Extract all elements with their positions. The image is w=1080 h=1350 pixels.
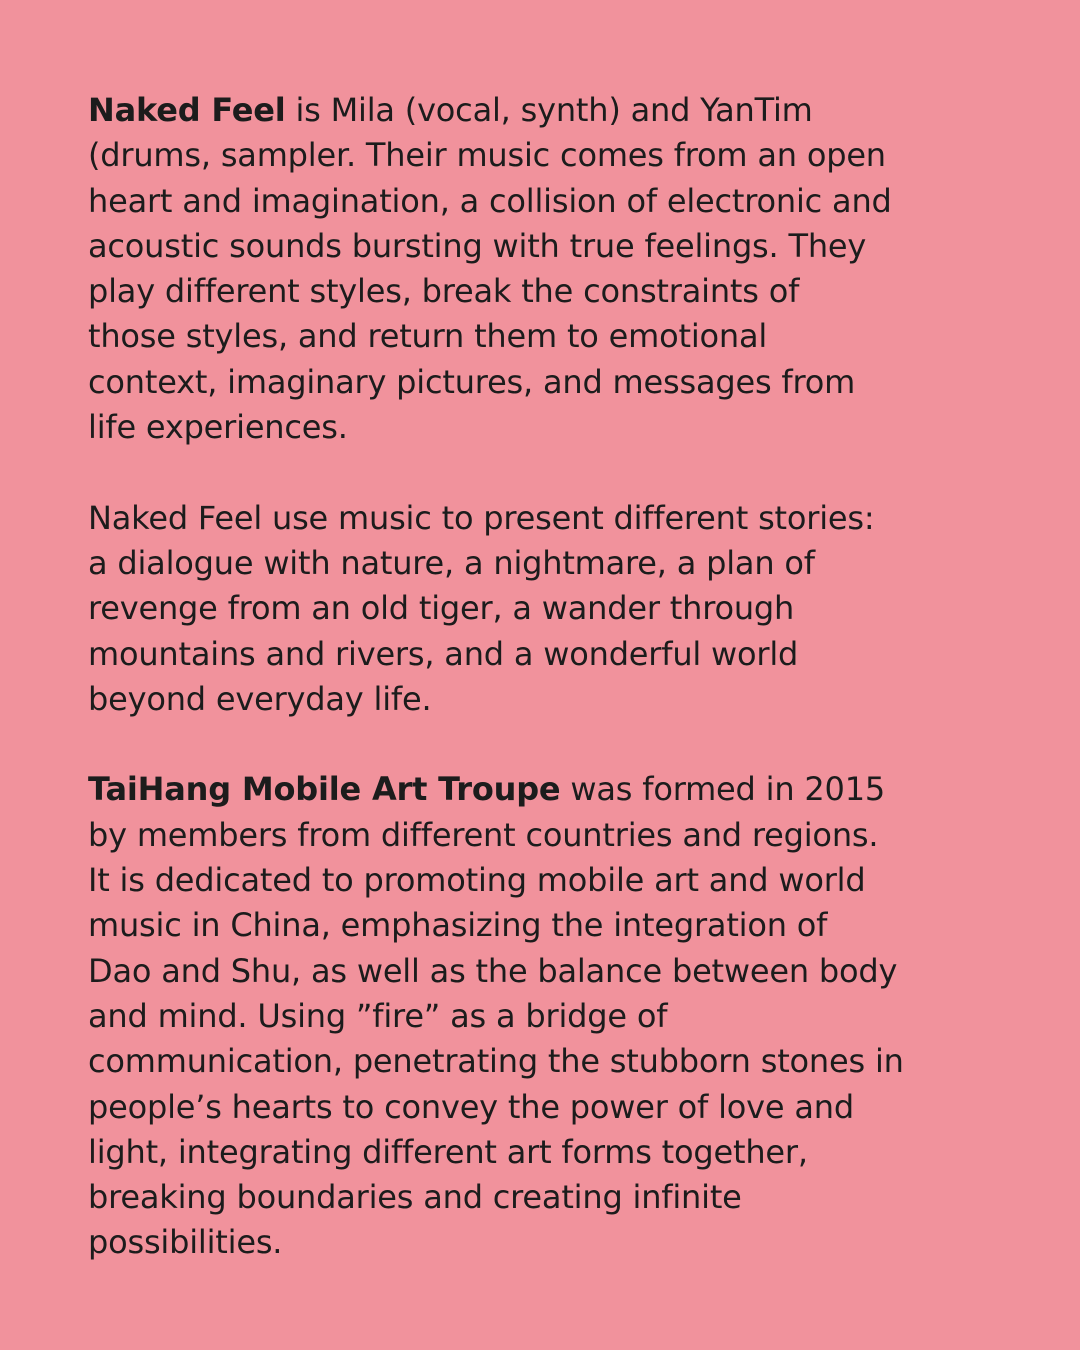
text-line: possibilities. — [88, 1223, 283, 1262]
paragraph-taihang-troupe — [88, 767, 998, 1265]
text-line-segment: is Mila (vocal, synth) and YanTim — [285, 91, 813, 129]
text-line: communication, penetrating the stubborn stones in — [88, 1042, 904, 1081]
paragraph-naked-feel-stories — [88, 496, 998, 722]
text-line: heart and imagination, a collision of electronic and — [88, 181, 892, 220]
text-line: a dialogue with nature, a nightmare, a plan of — [88, 543, 815, 582]
band-name-naked-feel: Naked Feel — [88, 91, 286, 129]
text-line: play different styles, break the constraints of — [88, 272, 800, 311]
text-content — [88, 88, 998, 1266]
text-line-segment: was formed in 2015 — [560, 770, 886, 809]
text-line: people’s hearts to convey the power of love and — [88, 1087, 854, 1126]
text-line: beyond everyday life. — [88, 679, 432, 718]
text-line: life experiences. — [88, 408, 348, 447]
text-line: It is dedicated to promoting mobile art and world — [88, 861, 866, 900]
text-line: those styles, and return them to emotional — [88, 317, 768, 356]
text-line: Dao and Shu, as well as the balance between body — [88, 951, 898, 990]
text-line: (drums, sampler. Their music comes from an open — [88, 136, 886, 175]
text-line: music in China, emphasizing the integration of — [88, 906, 828, 945]
text-line: light, integrating different art forms together, — [88, 1132, 808, 1171]
text-line: context, imaginary pictures, and messages from — [88, 362, 856, 401]
text-line: revenge from an old tiger, a wander through — [88, 589, 795, 628]
text-line: breaking boundaries and creating infinite — [88, 1178, 742, 1217]
text-line — [88, 767, 998, 812]
text-line: Naked Feel use music to present different stories: — [88, 498, 875, 537]
paragraph-naked-feel-intro — [88, 88, 998, 450]
troupe-name-taihang: TaiHang Mobile Art Troupe — [88, 770, 561, 809]
text-line: mountains and rivers, and a wonderful world — [88, 634, 799, 673]
text-line — [88, 88, 998, 133]
text-line: and mind. Using ”fire” as a bridge of — [88, 996, 668, 1035]
text-line: by members from different countries and regions. — [88, 815, 879, 854]
text-line: acoustic sounds bursting with true feelings. They — [88, 226, 867, 265]
